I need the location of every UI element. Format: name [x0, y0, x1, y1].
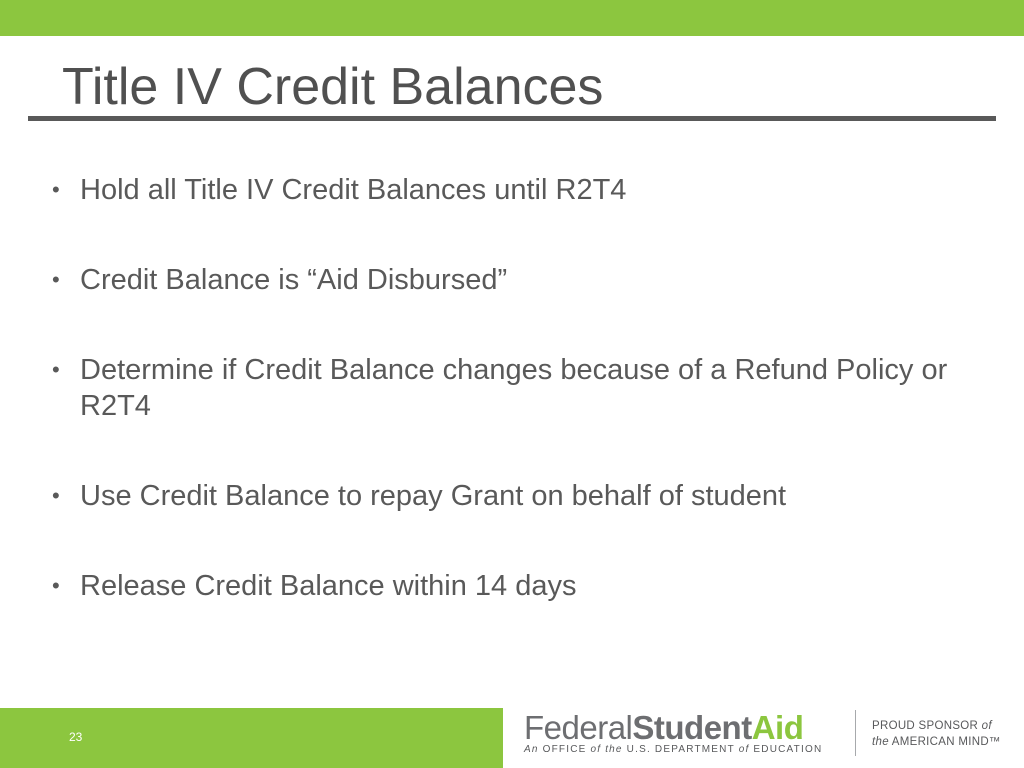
- logo-student-text: Student: [632, 709, 752, 746]
- logo-sub-the: the: [601, 744, 623, 755]
- bullet-text: Credit Balance is “Aid Disbursed”: [80, 264, 508, 296]
- bullet-text: Hold all Title IV Credit Balances until R2T4: [80, 174, 627, 206]
- logo-aid-text: Aid: [751, 709, 804, 746]
- top-accent-bar: [0, 0, 1024, 36]
- tagline-line-2: [872, 734, 1001, 750]
- tagline-proud-sponsor: PROUD SPONSOR: [872, 720, 982, 732]
- logo-sub-of: of: [738, 744, 750, 755]
- bullet-item: [52, 172, 982, 208]
- slide-title: Title IV Credit Balances: [62, 58, 604, 116]
- logo-federal-text: Federal: [524, 709, 633, 746]
- logo-divider: [855, 710, 856, 756]
- federal-student-aid-logo: [524, 708, 1024, 768]
- bullet-dot-icon: •: [52, 267, 60, 292]
- sponsor-tagline: [872, 718, 1001, 750]
- bullet-list: [52, 172, 982, 658]
- logo-sub-office: OFFICE: [538, 744, 591, 755]
- footer-green-band: [0, 708, 503, 768]
- footer: [0, 708, 1024, 768]
- tagline-the: the: [872, 736, 889, 748]
- bullet-text: Use Credit Balance to repay Grant on behalf of student: [80, 480, 787, 512]
- bullet-item: [52, 352, 982, 424]
- tagline-of: of: [981, 720, 992, 732]
- logo-sub-an: An: [524, 744, 539, 755]
- bullet-text: Release Credit Balance within 14 days: [80, 570, 577, 602]
- bullet-dot-icon: •: [52, 483, 60, 508]
- bullet-dot-icon: •: [52, 573, 60, 598]
- logo-sub-of: of: [590, 744, 602, 755]
- page-number: 23: [69, 730, 83, 744]
- title-underline: [28, 116, 996, 121]
- logo-sub-education: EDUCATION: [749, 744, 823, 755]
- bullet-item: [52, 262, 982, 298]
- bullet-item: [52, 568, 982, 604]
- logo-subtitle: [524, 744, 822, 755]
- bullet-dot-icon: •: [52, 357, 60, 382]
- logo-sub-dept: U.S. DEPARTMENT: [622, 744, 739, 755]
- bullet-text: Determine if Credit Balance changes because of a Refund Policy or R2T4: [80, 354, 948, 422]
- logo-wordmark: [524, 710, 803, 746]
- tagline-line-1: [872, 718, 1001, 734]
- tagline-american-mind: AMERICAN MIND™: [888, 736, 1001, 748]
- bullet-item: [52, 478, 982, 514]
- bullet-dot-icon: •: [52, 177, 60, 202]
